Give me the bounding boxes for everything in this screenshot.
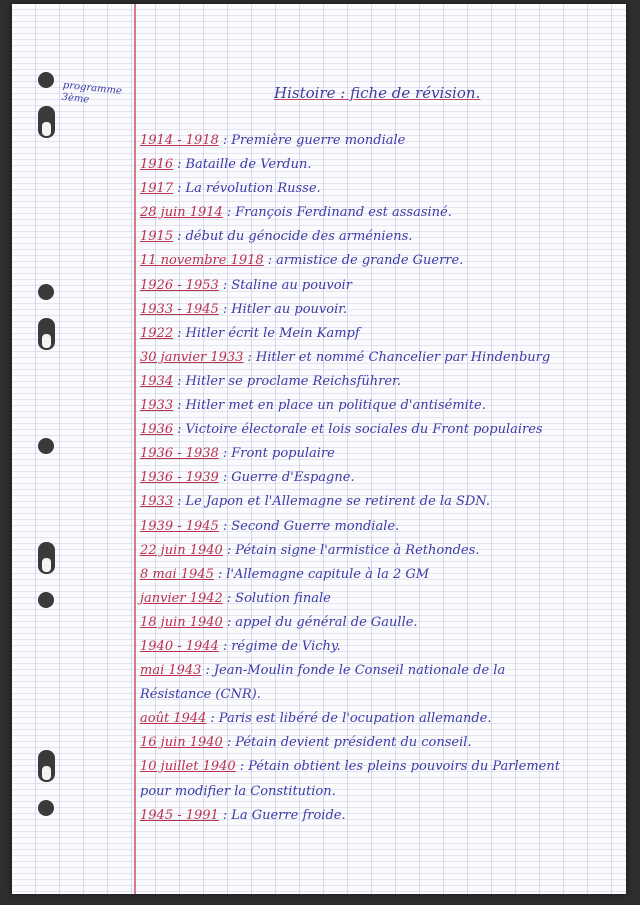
entry-text: Hitler au pouvoir. (231, 301, 348, 317)
list-item (140, 322, 620, 346)
entry-text: Hitler met en place un politique d'antisémite. (185, 398, 486, 414)
entry-text: La révolution Russe. (185, 181, 321, 197)
entry-separator: : (226, 614, 232, 630)
list-item (140, 539, 620, 563)
entry-separator: : (222, 133, 228, 148)
list-item (140, 153, 620, 177)
entry-text: début du génocide des arméniens. (185, 229, 413, 245)
entry-separator: : (226, 735, 232, 751)
list-item (140, 370, 620, 394)
entry-date: 1933 - 1945 (140, 301, 219, 317)
entry-separator: : (177, 398, 182, 414)
entry-text: Première guerre mondiale (231, 133, 406, 148)
entry-separator: : (247, 349, 252, 365)
entry-date: 1914 - 1918 (140, 133, 219, 148)
entry-date: 22 juin 1940 (140, 542, 223, 558)
list-item (140, 731, 620, 755)
entry-date: 1922 (140, 325, 174, 341)
entry-separator: : (222, 446, 228, 462)
entry-separator: : (222, 638, 228, 654)
punch-hole (38, 438, 54, 454)
entry-text: Hitler écrit le Mein Kampf (185, 325, 360, 341)
entry-date: 1939 - 1945 (140, 518, 219, 534)
entry-text: l'Allemagne capitule à la 2 GM (226, 566, 430, 582)
punch-hole (38, 72, 54, 88)
list-item (140, 346, 620, 370)
entry-date: 28 juin 1914 (140, 205, 223, 221)
list-item (140, 225, 620, 249)
entry-text: Résistance (CNR). (140, 687, 261, 703)
entry-date: 11 novembre 1918 (140, 253, 264, 269)
punch-hole (38, 800, 54, 816)
entry-date: 18 juin 1940 (140, 614, 223, 630)
entry-text: Pétain signe l'armistice à Rethondes. (235, 542, 480, 558)
entry-date: 1933 (140, 494, 174, 510)
binder-slot (38, 106, 55, 138)
entry-separator: : (226, 542, 232, 558)
list-item (140, 635, 620, 659)
list-item (140, 394, 620, 418)
list-item (140, 683, 620, 707)
entry-separator: : (222, 277, 228, 293)
punch-hole (38, 284, 54, 300)
list-item (140, 298, 620, 322)
entry-text: La Guerre froide. (231, 807, 346, 823)
entry-date: 16 juin 1940 (140, 735, 223, 751)
entry-separator: : (222, 301, 228, 317)
entry-text: appel du général de Gaulle. (235, 614, 418, 630)
entry-separator: : (226, 205, 232, 221)
entry-text: Victoire électorale et lois sociales du Front populaires (185, 422, 543, 438)
list-item (140, 249, 620, 273)
entry-text: Pétain obtient les pleins pouvoirs du Parlement (248, 759, 560, 775)
entry-separator: : (239, 759, 245, 775)
entry-separator: : (177, 181, 182, 197)
entry-text: Guerre d'Espagne. (231, 470, 355, 486)
entry-separator: : (267, 253, 273, 269)
binder-slot (38, 318, 55, 350)
list-item (140, 611, 620, 635)
entry-text: Hitler et nommé Chancelier par Hindenburg (255, 349, 551, 365)
list-item (140, 804, 620, 828)
entry-separator: : (222, 470, 228, 486)
list-item (140, 563, 620, 587)
entry-date: 1933 (140, 398, 174, 414)
entry-date: janvier 1942 (140, 590, 223, 606)
entry-separator: : (217, 566, 223, 582)
entry-text: Pétain devient président du conseil. (235, 735, 472, 751)
entry-separator: : (177, 157, 182, 173)
entry-date: 1945 - 1991 (140, 807, 219, 823)
punch-hole (38, 592, 54, 608)
list-item (140, 707, 620, 731)
revision-list (140, 129, 620, 828)
entry-text: Le Japon et l'Allemagne se retirent de la SDN. (185, 494, 490, 510)
entry-date: 1936 (140, 422, 174, 438)
list-item (140, 129, 620, 153)
list-item (140, 780, 620, 804)
list-item (140, 659, 620, 683)
list-item (140, 755, 620, 779)
entry-text: François Ferdinand est assasiné. (235, 205, 452, 221)
entry-date: 8 mai 1945 (140, 566, 214, 582)
entry-separator: : (177, 494, 182, 510)
page-title: Histoire : fiche de révision. (274, 84, 481, 102)
entry-text: pour modifier la Constitution. (140, 783, 336, 799)
entry-separator: : (177, 373, 182, 389)
notebook-page (12, 4, 626, 894)
entry-separator: : (210, 711, 215, 727)
entry-text: Hitler se proclame Reichsführer. (185, 373, 401, 389)
entry-text: Jean-Moulin fonde le Conseil nationale de la (213, 663, 506, 679)
entry-separator: : (205, 663, 210, 679)
entry-text: armistice de grande Guerre. (276, 253, 464, 269)
entry-date: 1936 - 1938 (140, 446, 219, 462)
entry-date: 30 janvier 1933 (140, 349, 244, 365)
entry-text: Solution finale (235, 590, 331, 606)
list-item (140, 490, 620, 514)
entry-date: 1915 (140, 229, 174, 245)
entry-date: 1936 - 1939 (140, 470, 219, 486)
list-item (140, 418, 620, 442)
list-item (140, 201, 620, 225)
entry-date: 1926 - 1953 (140, 277, 219, 293)
list-item (140, 466, 620, 490)
list-item (140, 442, 620, 466)
entry-text: Front populaire (231, 446, 335, 462)
binder-slot (38, 542, 55, 574)
entry-separator: : (222, 807, 228, 823)
entry-text: Second Guerre mondiale. (231, 518, 400, 534)
entry-text: Bataille de Verdun. (185, 157, 312, 173)
entry-date: 1916 (140, 157, 174, 173)
entry-date: 10 juillet 1940 (140, 759, 236, 775)
list-item (140, 177, 620, 201)
entry-date: mai 1943 (140, 663, 202, 679)
list-item (140, 274, 620, 298)
entry-text: Paris est libéré de l'ocupation allemande. (218, 711, 492, 727)
list-item (140, 515, 620, 539)
binder-slot (38, 750, 55, 782)
entry-date: 1934 (140, 373, 174, 389)
entry-text: Staline au pouvoir (231, 277, 352, 293)
entry-date: août 1944 (140, 711, 207, 727)
entry-separator: : (177, 422, 182, 438)
entry-separator: : (177, 325, 182, 341)
entry-text: régime de Vichy. (231, 638, 341, 654)
entry-separator: : (222, 518, 228, 534)
entry-separator: : (226, 590, 232, 606)
margin-line (134, 4, 136, 894)
entry-date: 1917 (140, 181, 174, 197)
entry-separator: : (177, 229, 182, 245)
list-item (140, 587, 620, 611)
corner-note: programme 3ème (61, 79, 123, 106)
entry-date: 1940 - 1944 (140, 638, 219, 654)
